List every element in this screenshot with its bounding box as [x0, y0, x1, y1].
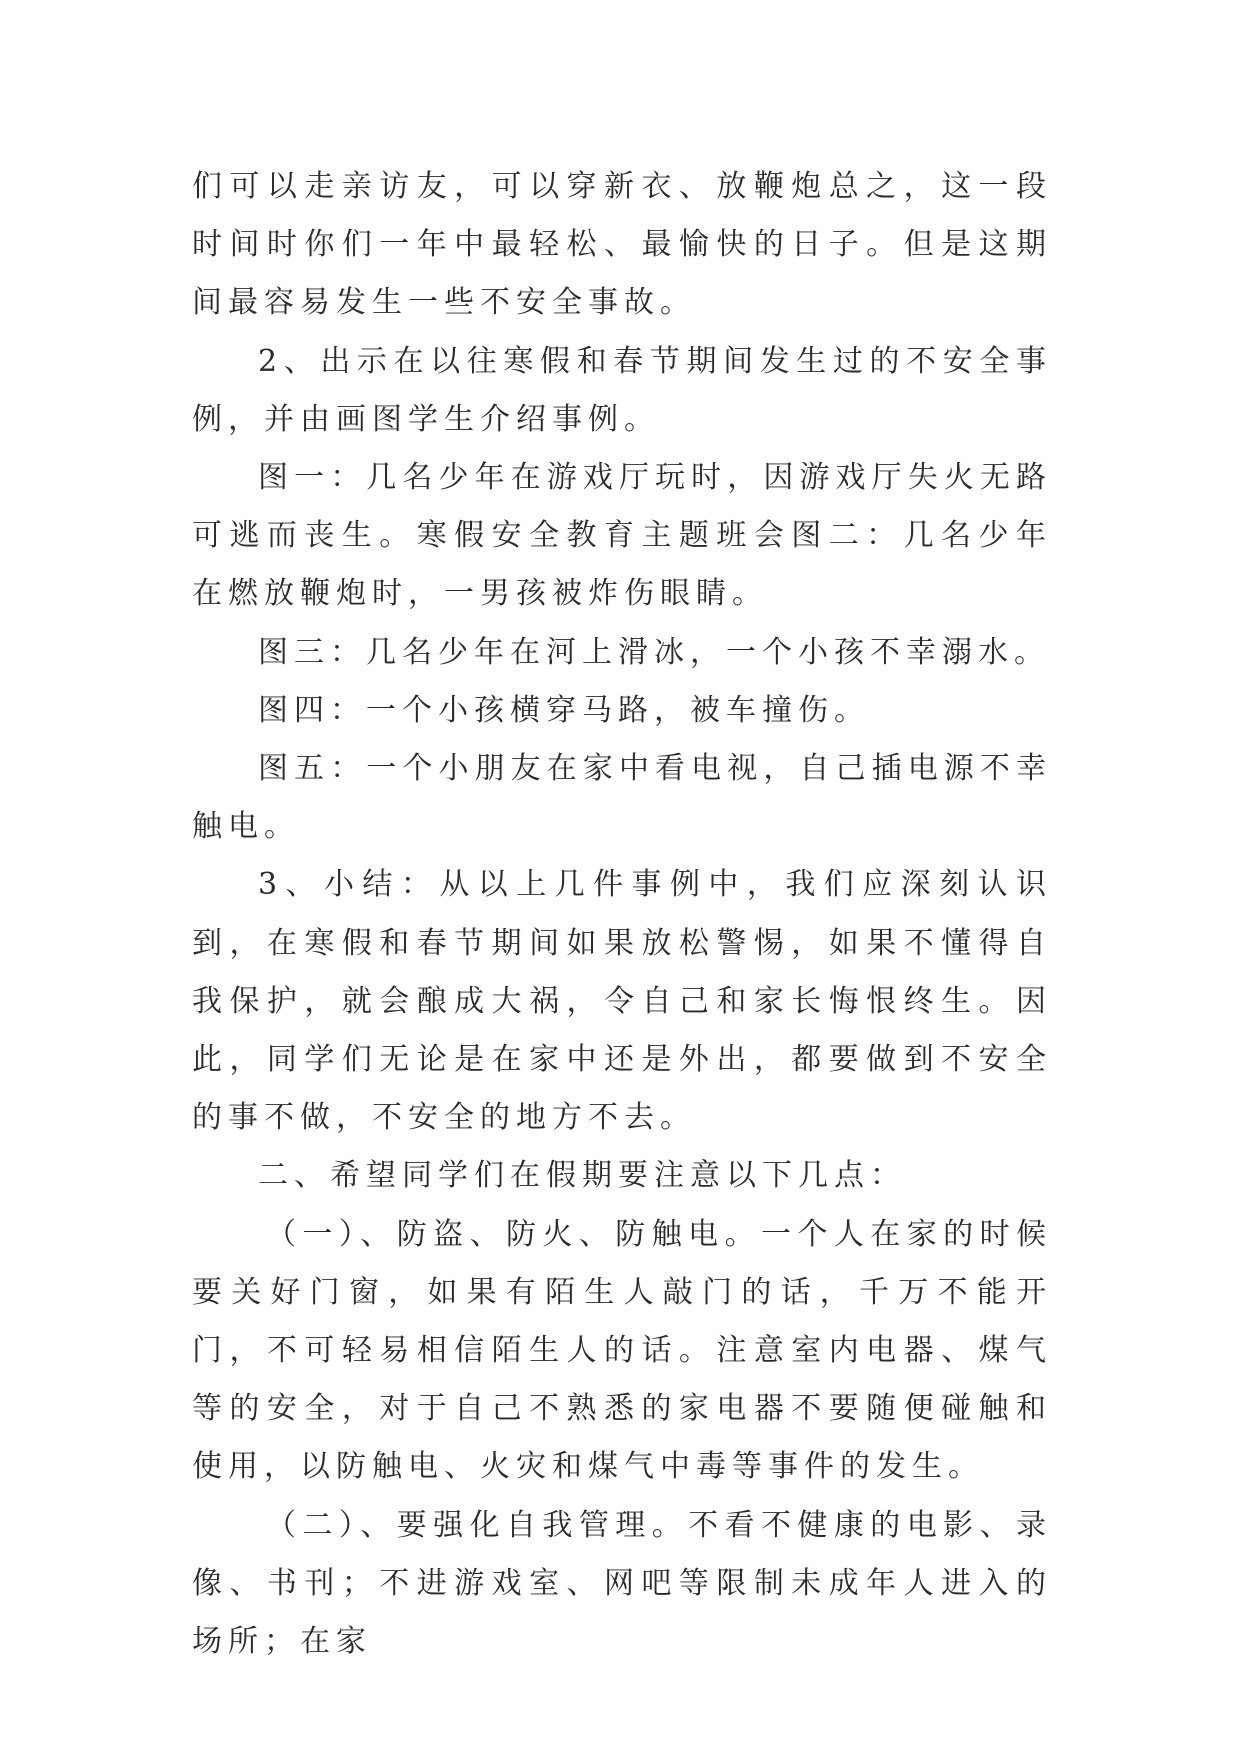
paragraph-summary: 3、小结：从以上几件事例中，我们应深刻认识到，在寒假和春节期间如果放松警惕，如果不懂得自我保护，就会酿成大祸，令自己和家长悔恨终生。因此，同学们无论是在家中还是外出，都要做到不安全的事不做，不安全的地方不去。 [192, 867, 1052, 1136]
paragraph-item-2: 2、出示在以往寒假和春节期间发生过的不安全事例，并由画图学生介绍事例。 [192, 343, 1052, 437]
paragraph-figure-1-2: 图一：几名少年在游戏厅玩时，因游戏厅失火无路可逃而丧生。寒假安全教育主题班会图二：几名少年在燃放鞭炮时，一男孩被炸伤眼睛。 [192, 460, 1052, 612]
paragraph-figure-5: 图五：一个小朋友在家中看电视，自己插电源不幸触电。 [192, 751, 1052, 845]
paragraph-figure-3: 图三：几名少年在河上滑冰，一个小孩不幸溺水。 [258, 634, 1050, 670]
paragraph-continuation: 们可以走亲访友，可以穿新衣、放鞭炮总之，这一段时间时你们一年中最轻松、最愉快的日子。但是这期间最容易发生一些不安全事故。 [192, 169, 1052, 321]
document-body [192, 158, 1052, 1671]
paragraph-point-1: （一）、防盗、防火、防触电。一个人在家的时候要关好门窗，如果有陌生人敲门的话，千万不能开门，不可轻易相信陌生人的话。注意室内电器、煤气等的安全，对于自己不熟悉的家电器不要随便碰触和使用，以防触电、火灾和煤气中毒等事件的发生。 [192, 1216, 1052, 1485]
section-heading-2: 二、希望同学们在假期要注意以下几点： [258, 1158, 906, 1194]
paragraph-figure-4: 图四：一个小孩横穿马路，被车撞伤。 [258, 692, 870, 728]
paragraph-point-2: （二）、要强化自我管理。不看不健康的电影、录像、书刊；不进游戏室、网吧等限制未成年人进入的场所；在家 [192, 1507, 1052, 1660]
